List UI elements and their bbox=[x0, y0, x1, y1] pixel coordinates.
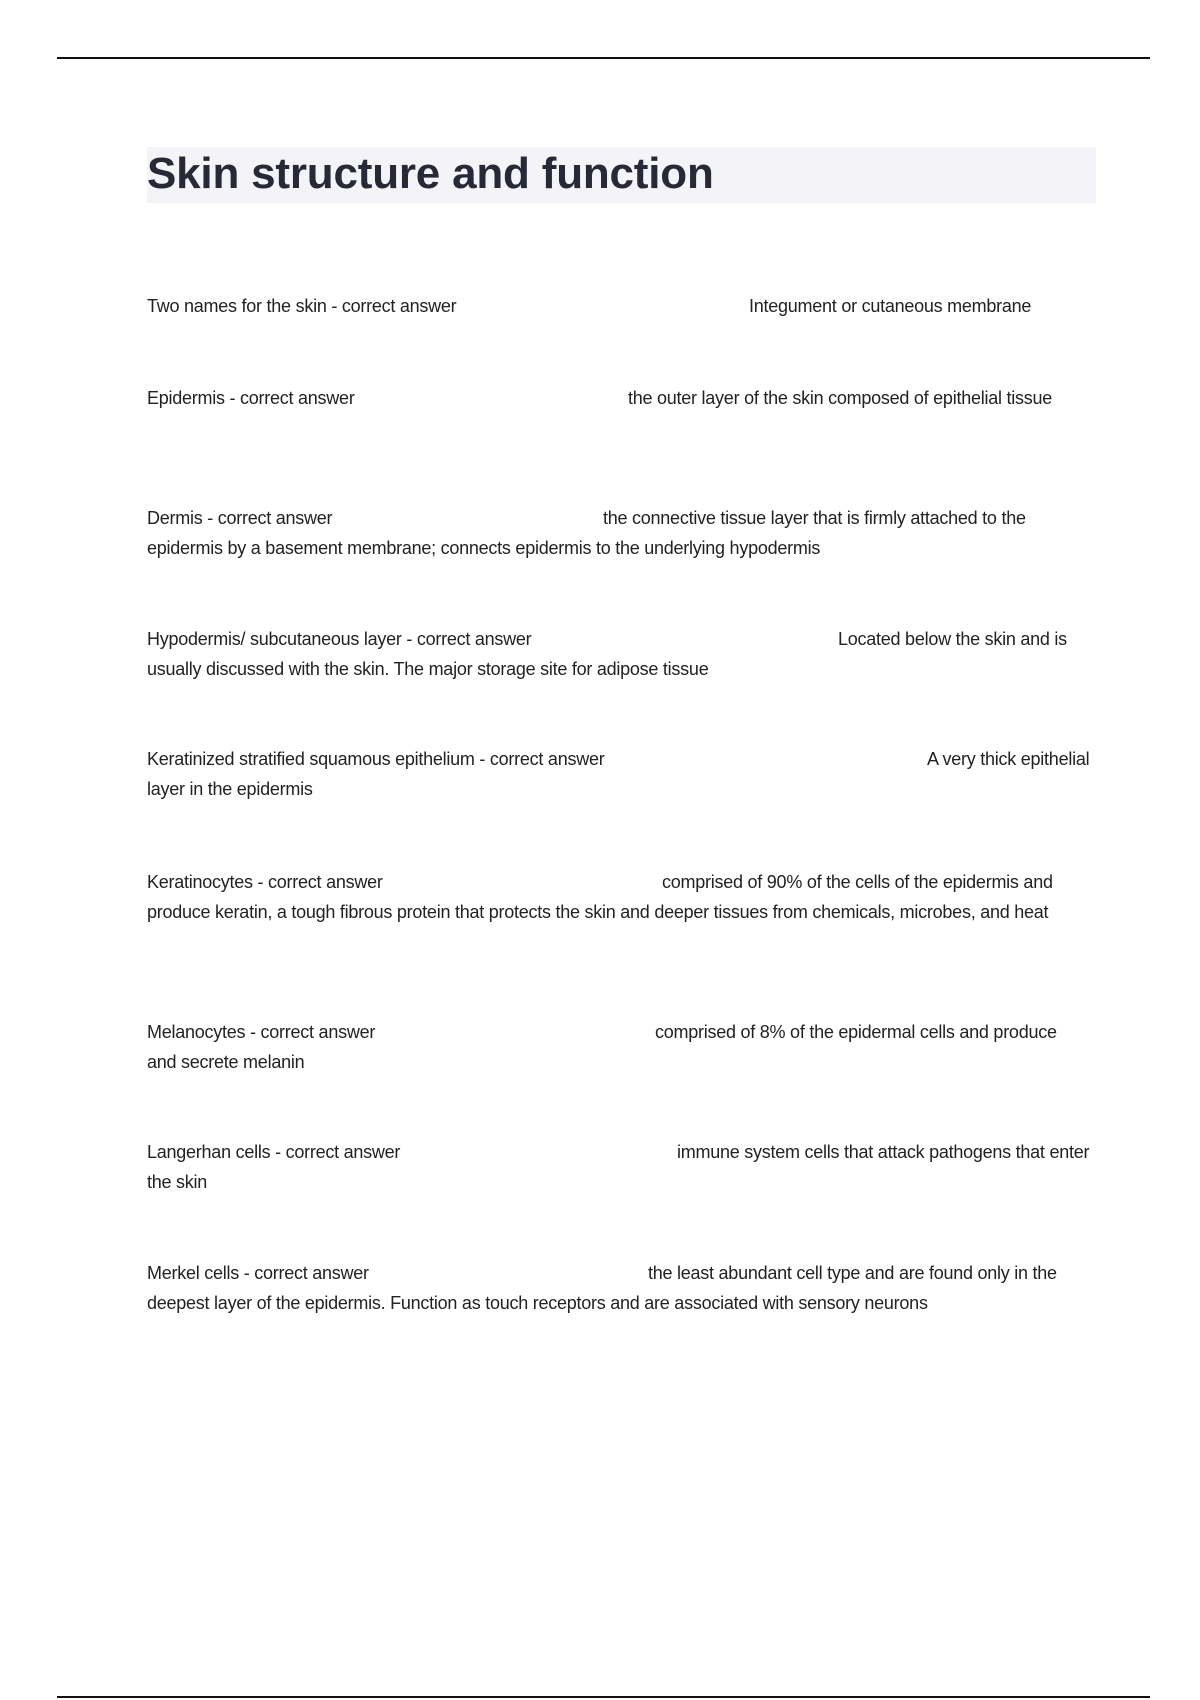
entry-answer: comprised of 90% of the cells of the epidermis and produce keratin, a tough fibrous protein that protects the skin and deeper tissues from chemicals, microbes, and heat bbox=[147, 872, 1053, 922]
flashcard-entry bbox=[147, 292, 1090, 322]
flashcard-entry bbox=[147, 384, 1090, 414]
entry-question: Hypodermis/ subcutaneous layer - correct answer bbox=[147, 629, 532, 649]
entry-question: Merkel cells - correct answer bbox=[147, 1263, 369, 1283]
entry-answer: immune system cells that attack pathogens that enter the skin bbox=[147, 1142, 1090, 1192]
flashcard-entry bbox=[147, 1138, 1090, 1197]
entry-answer: the outer layer of the skin composed of epithelial tissue bbox=[628, 388, 1052, 408]
entry-question: Keratinized stratified squamous epithelium - correct answer bbox=[147, 749, 605, 769]
entry-question: Melanocytes - correct answer bbox=[147, 1022, 376, 1042]
flashcard-entry bbox=[147, 625, 1090, 684]
top-rule bbox=[57, 57, 1150, 59]
entry-answer: Located below the skin and is usually discussed with the skin. The major storage site for adipose tissue bbox=[147, 629, 1067, 679]
flashcard-entry bbox=[147, 504, 1090, 563]
entry-answer: the connective tissue layer that is firmly attached to the epidermis by a basement membrane; connects epidermis to the underlying hypodermis bbox=[147, 508, 1026, 558]
entry-answer: Integument or cutaneous membrane bbox=[749, 296, 1032, 316]
bottom-rule bbox=[57, 1696, 1150, 1698]
entry-answer: comprised of 8% of the epidermal cells and produce and secrete melanin bbox=[147, 1022, 1057, 1072]
flashcard-entry bbox=[147, 745, 1090, 804]
page-title: Skin structure and function bbox=[147, 149, 714, 198]
flashcard-entry bbox=[147, 1018, 1090, 1077]
entry-question: Langerhan cells - correct answer bbox=[147, 1142, 401, 1162]
flashcard-entry bbox=[147, 1259, 1090, 1318]
entry-question: Epidermis - correct answer bbox=[147, 388, 355, 408]
flashcard-entry bbox=[147, 868, 1090, 927]
entry-question: Two names for the skin - correct answer bbox=[147, 296, 457, 316]
entry-question: Dermis - correct answer bbox=[147, 508, 333, 528]
entry-answer: A very thick epithelial layer in the epidermis bbox=[147, 749, 1090, 799]
entry-answer: the least abundant cell type and are found only in the deepest layer of the epidermis. Function as touch receptors and are associated with sensory neurons bbox=[147, 1263, 1057, 1313]
entry-question: Keratinocytes - correct answer bbox=[147, 872, 383, 892]
